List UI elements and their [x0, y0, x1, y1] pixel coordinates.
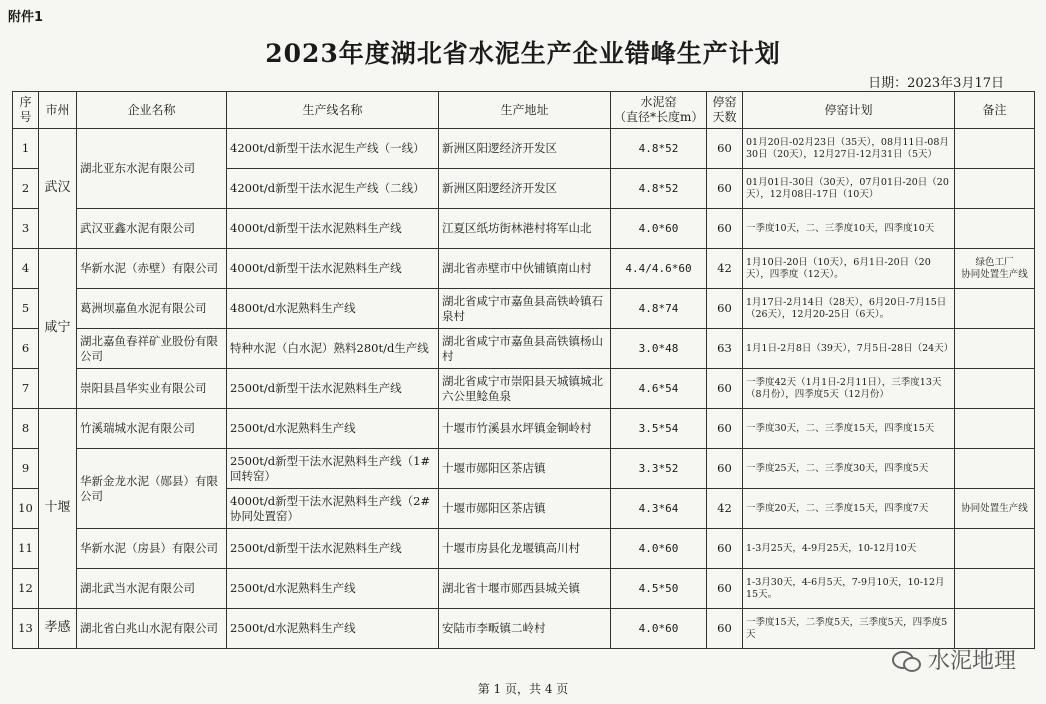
kiln-cell: 4.8*74	[611, 289, 707, 329]
header-note: 备注	[955, 92, 1035, 129]
seq-cell: 4	[13, 249, 39, 289]
watermark	[892, 644, 1016, 675]
header-address: 生产地址	[439, 92, 611, 129]
note-cell	[955, 529, 1035, 569]
schedule-cell: 01月20日-02月23日（35天），08月11日-08月30日（20天），12月27日-12月31日（5天）	[743, 129, 955, 169]
company-cell: 竹溪瑞城水泥有限公司	[77, 409, 227, 449]
schedule-cell: 一季度25天，二、三季度30天，四季度5天	[743, 449, 955, 489]
company-cell: 华新金龙水泥（郧县）有限公司	[77, 449, 227, 529]
city-cell: 孝感	[39, 609, 77, 649]
line-cell: 特种水泥（白水泥）熟料280t/d生产线	[227, 329, 439, 369]
table-row	[13, 369, 1035, 409]
line-cell: 2500t/d新型干法水泥熟料生产线（1#回转窑）	[227, 449, 439, 489]
line-cell: 4000t/d新型干法水泥熟料生产线	[227, 249, 439, 289]
schedule-cell: 一季度15天，二季度5天，三季度5天，四季度5天	[743, 609, 955, 649]
line-cell: 2500t/d水泥熟料生产线	[227, 409, 439, 449]
seq-cell: 3	[13, 209, 39, 249]
kiln-cell: 4.3*64	[611, 489, 707, 529]
note-cell	[955, 209, 1035, 249]
kiln-cell: 4.6*54	[611, 369, 707, 409]
line-cell: 4800t/d水泥熟料生产线	[227, 289, 439, 329]
header-days: 停窑 天数	[707, 92, 743, 129]
address-cell: 十堰市郧阳区茶店镇	[439, 489, 611, 529]
company-cell: 湖北嘉鱼春祥矿业股份有限公司	[77, 329, 227, 369]
seq-cell: 13	[13, 609, 39, 649]
page-title: 2023年度湖北省水泥生产企业错峰生产计划	[265, 39, 781, 68]
days-cell: 60	[707, 529, 743, 569]
company-cell: 湖北武当水泥有限公司	[77, 569, 227, 609]
kiln-cell: 4.0*60	[611, 529, 707, 569]
kiln-cell: 3.0*48	[611, 329, 707, 369]
kiln-cell: 4.0*60	[611, 609, 707, 649]
address-cell: 湖北省咸宁市嘉鱼县高铁镇杨山村	[439, 329, 611, 369]
line-cell: 4000t/d新型干法水泥熟料生产线	[227, 209, 439, 249]
schedule-cell: 一季度30天，二、三季度15天，四季度15天	[743, 409, 955, 449]
header-schedule: 停窑计划	[743, 92, 955, 129]
days-cell: 60	[707, 169, 743, 209]
kiln-cell: 4.0*60	[611, 209, 707, 249]
seq-cell: 11	[13, 529, 39, 569]
watermark-text: 水泥地理	[927, 649, 1016, 674]
days-cell: 60	[707, 369, 743, 409]
city-cell: 十堰	[39, 409, 77, 609]
city-cell: 咸宁	[39, 249, 77, 409]
company-cell: 湖北亚东水泥有限公司	[77, 129, 227, 209]
company-cell: 湖北省白兆山水泥有限公司	[77, 609, 227, 649]
attachment-label: 附件1	[8, 10, 44, 25]
days-cell: 42	[707, 249, 743, 289]
seq-cell: 10	[13, 489, 39, 529]
note-cell	[955, 369, 1035, 409]
company-cell: 武汉亚鑫水泥有限公司	[77, 209, 227, 249]
address-cell: 安陆市李畈镇二岭村	[439, 609, 611, 649]
address-cell: 江夏区纸坊街林港村将军山北	[439, 209, 611, 249]
days-cell: 60	[707, 449, 743, 489]
header-company: 企业名称	[77, 92, 227, 129]
company-cell: 华新水泥（房县）有限公司	[77, 529, 227, 569]
header-line: 生产线名称	[227, 92, 439, 129]
line-cell: 4000t/d新型干法水泥熟料生产线（2#协同处置窑）	[227, 489, 439, 529]
table-row	[13, 569, 1035, 609]
header-city: 市州	[39, 92, 77, 129]
seq-cell: 6	[13, 329, 39, 369]
days-cell: 60	[707, 129, 743, 169]
line-cell: 2500t/d水泥熟料生产线	[227, 569, 439, 609]
table-row	[13, 209, 1035, 249]
table-row	[13, 329, 1035, 369]
address-cell: 十堰市郧阳区茶店镇	[439, 449, 611, 489]
kiln-cell: 3.3*52	[611, 449, 707, 489]
note-cell	[955, 609, 1035, 649]
seq-cell: 12	[13, 569, 39, 609]
address-cell: 湖北省赤壁市中伙铺镇南山村	[439, 249, 611, 289]
note-cell	[955, 129, 1035, 169]
address-cell: 湖北省咸宁市嘉鱼县高铁岭镇石泉村	[439, 289, 611, 329]
table-row	[13, 289, 1035, 329]
table-row	[13, 449, 1035, 489]
kiln-cell: 4.8*52	[611, 129, 707, 169]
note-cell: 绿色工厂 协同处置生产线	[955, 249, 1035, 289]
page-footer: 第 1 页，共 4 页	[477, 682, 569, 696]
schedule-cell: 一季度42天（1月1日-2月11日），三季度13天（8月份），四季度5天（12月份）	[743, 369, 955, 409]
schedule-cell: 一季度10天，二、三季度10天，四季度10天	[743, 209, 955, 249]
company-cell: 华新水泥（赤壁）有限公司	[77, 249, 227, 289]
note-cell: 协同处置生产线	[955, 489, 1035, 529]
kiln-cell: 4.5*50	[611, 569, 707, 609]
table-row	[13, 249, 1035, 289]
schedule-cell: 1-3月25天，4-9月25天，10-12月10天	[743, 529, 955, 569]
kiln-cell: 4.8*52	[611, 169, 707, 209]
note-cell	[955, 569, 1035, 609]
days-cell: 60	[707, 609, 743, 649]
seq-cell: 8	[13, 409, 39, 449]
address-cell: 新洲区阳逻经济开发区	[439, 169, 611, 209]
address-cell: 新洲区阳逻经济开发区	[439, 129, 611, 169]
city-cell: 武汉	[39, 129, 77, 249]
table-row	[13, 129, 1035, 169]
line-cell: 4200t/d新型干法水泥生产线（一线）	[227, 129, 439, 169]
table-header-row	[13, 92, 1035, 129]
line-cell: 2500t/d新型干法水泥熟料生产线	[227, 369, 439, 409]
days-cell: 60	[707, 569, 743, 609]
header-kiln: 水泥窑 （直径*长度m）	[611, 92, 707, 129]
document-date: 日期：2023年3月17日	[868, 76, 1004, 91]
schedule-cell: 01月01日-30日（30天），07月01日-20日（20天），12月08日-17日（10天）	[743, 169, 955, 209]
table-row	[13, 529, 1035, 569]
note-cell	[955, 289, 1035, 329]
days-cell: 60	[707, 289, 743, 329]
seq-cell: 1	[13, 129, 39, 169]
schedule-cell: 1月1日-2月8日（39天），7月5日-28日（24天）	[743, 329, 955, 369]
kiln-cell: 3.5*54	[611, 409, 707, 449]
seq-cell: 2	[13, 169, 39, 209]
address-cell: 湖北省十堰市郧西县城关镇	[439, 569, 611, 609]
days-cell: 60	[707, 209, 743, 249]
table-row	[13, 409, 1035, 449]
seq-cell: 5	[13, 289, 39, 329]
address-cell: 十堰市房县化龙堰镇高川村	[439, 529, 611, 569]
header-seq: 序号	[13, 92, 39, 129]
production-plan-table	[12, 91, 1035, 649]
seq-cell: 7	[13, 369, 39, 409]
line-cell: 2500t/d新型干法水泥熟料生产线	[227, 529, 439, 569]
line-cell: 4200t/d新型干法水泥生产线（二线）	[227, 169, 439, 209]
days-cell: 60	[707, 409, 743, 449]
schedule-cell: 1-3月30天，4-6月5天，7-9月10天，10-12月15天。	[743, 569, 955, 609]
address-cell: 十堰市竹溪县水坪镇金铜岭村	[439, 409, 611, 449]
schedule-cell: 一季度20天，二、三季度15天，四季度7天	[743, 489, 955, 529]
note-cell	[955, 449, 1035, 489]
days-cell: 63	[707, 329, 743, 369]
wechat-icon	[892, 649, 920, 671]
kiln-cell: 4.4/4.6*60	[611, 249, 707, 289]
days-cell: 42	[707, 489, 743, 529]
table-row	[13, 609, 1035, 649]
company-cell: 崇阳县昌华实业有限公司	[77, 369, 227, 409]
note-cell	[955, 409, 1035, 449]
schedule-cell: 1月17日-2月14日（28天），6月20日-7月15日（26天），12月20-25日（6天）。	[743, 289, 955, 329]
note-cell	[955, 169, 1035, 209]
note-cell	[955, 329, 1035, 369]
line-cell: 2500t/d水泥熟料生产线	[227, 609, 439, 649]
company-cell: 葛洲坝嘉鱼水泥有限公司	[77, 289, 227, 329]
schedule-cell: 1月10日-20日（10天），6月1日-20日（20天），四季度（12天）。	[743, 249, 955, 289]
seq-cell: 9	[13, 449, 39, 489]
address-cell: 湖北省咸宁市崇阳县天城镇城北六公里鲶鱼泉	[439, 369, 611, 409]
